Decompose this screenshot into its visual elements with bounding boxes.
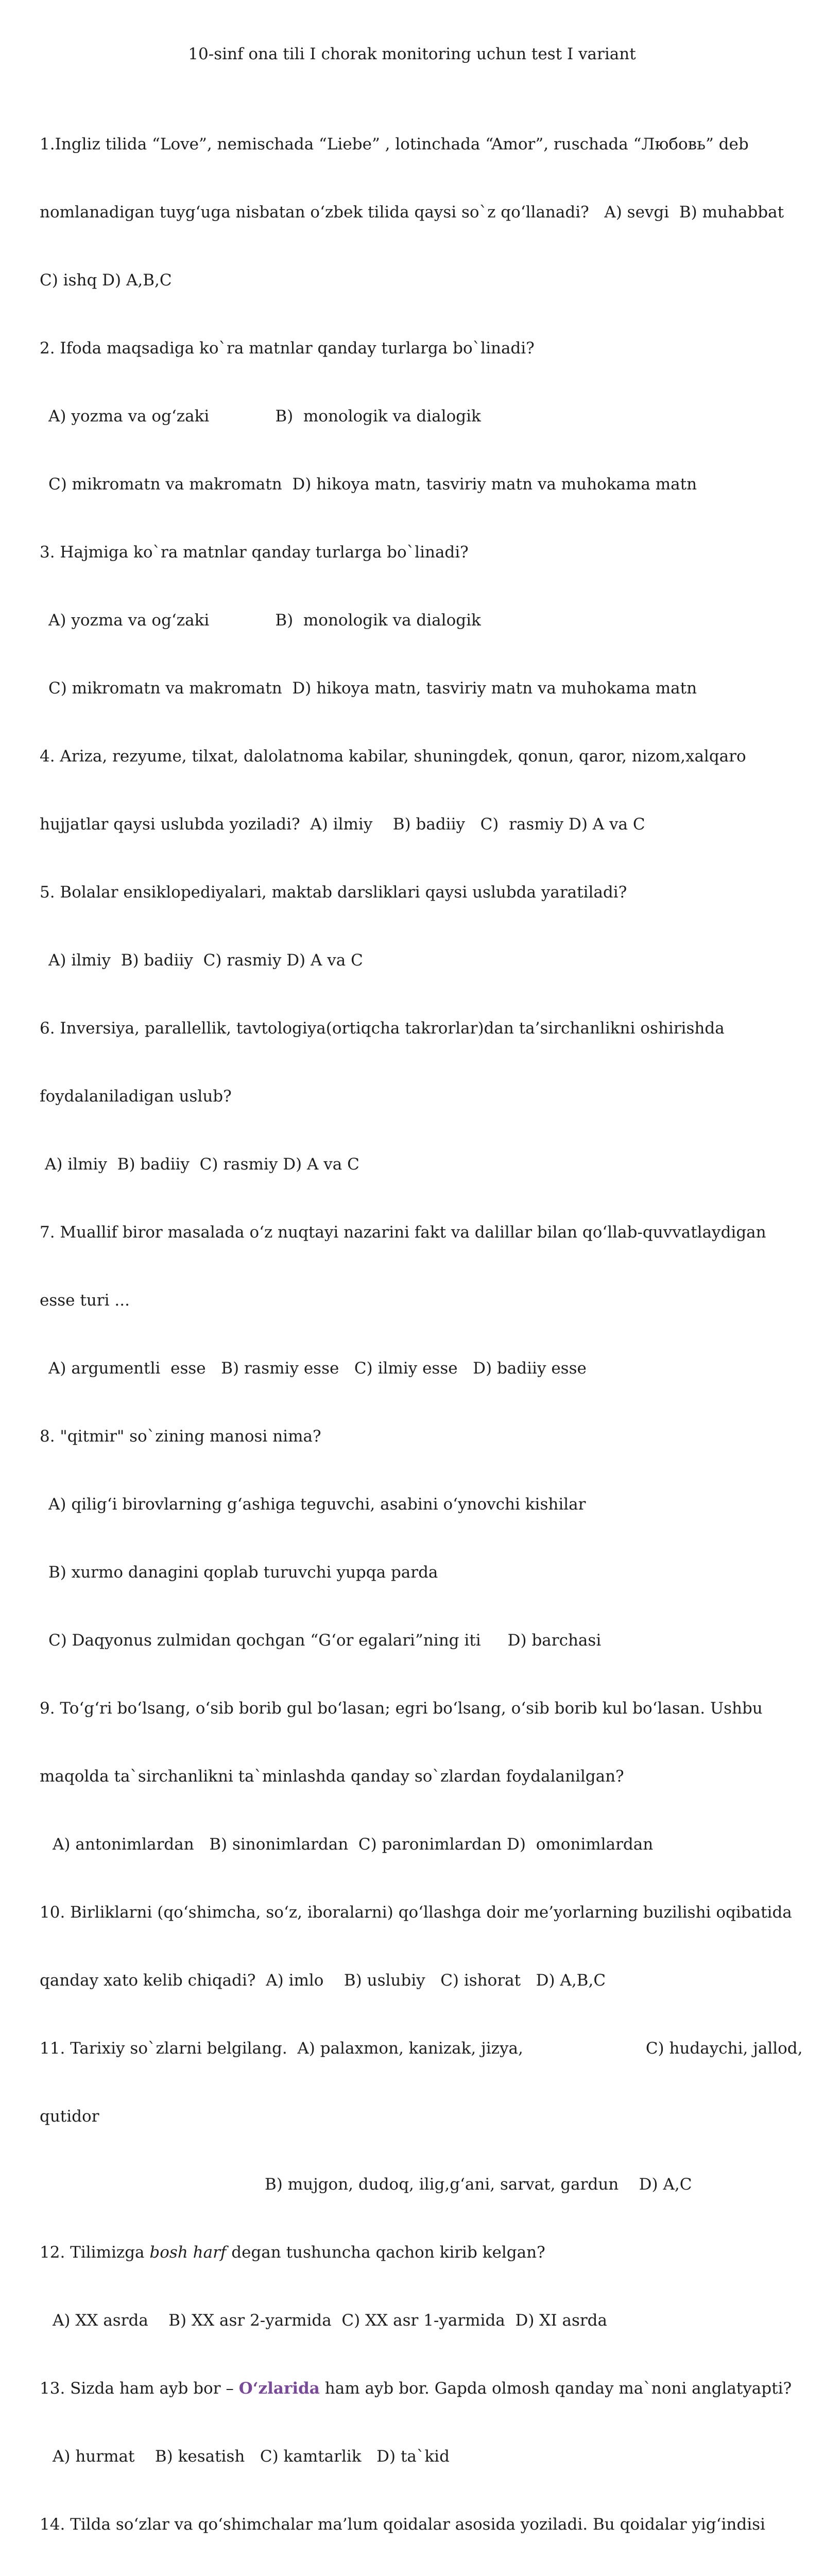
question-12-text [40, 2241, 802, 2264]
question-12-options: A) XX asrda B) XX asr 2-yarmida C) XX asr 1-yarmida D) XI asrda [53, 2311, 608, 2330]
test-body [40, 88, 802, 2576]
option-b: B) monologik va dialogik [275, 611, 481, 630]
question-3-options-cd: C) mikromatn va makromatn D) hikoya matn, tasviriy matn va muhokama matn [48, 679, 697, 698]
question-2-text: 2. Ifoda maqsadiga ko`ra matnlar qanday turlarga bo`linadi? [40, 339, 535, 358]
question-5-text: 5. Bolalar ensiklopediyalari, maktab darsliklari qaysi uslubda yaratiladi? [40, 883, 627, 902]
question-6-line-2: foydalaniladigan uslub? [40, 1087, 232, 1106]
question-11-line-1 [40, 2037, 802, 2060]
option-a: A) yozma va og‘zaki [48, 611, 210, 630]
question-2-options-ab [40, 405, 802, 428]
question-13-options: A) hurmat B) kesatish C) kamtarlik D) ta`kid [53, 2447, 450, 2466]
question-9-line-2: maqolda ta`sirchanlikni ta`minlashda qanday so`zlardan foydalanilgan? [40, 1767, 624, 1786]
question-7-line-2: esse turi ... [40, 1291, 130, 1310]
question-8-option-a: A) qilig‘i birovlarning g‘ashiga teguvchi, asabini o‘ynovchi kishilar [48, 1495, 586, 1514]
question-10-line-2: qanday xato kelib chiqadi? A) imlo B) uslubiy C) ishorat D) A,B,C [40, 1971, 606, 1990]
question-1-line-2: nomlanadigan tuyg‘uga nisbatan o‘zbek tilida qaysi so`z qo‘llanadi? A) sevgi B) muhabbat [40, 203, 784, 222]
option-c: C) hudaychi, jallod, [645, 2039, 803, 2058]
question-8-options-cd [40, 1629, 802, 1652]
question-13-text [40, 2377, 802, 2400]
question-7-options: A) argumentli esse B) rasmiy esse C) ilmiy esse D) badiiy esse [48, 1359, 587, 1378]
option-a: A) yozma va og‘zaki [48, 407, 210, 426]
page-title: 10-sinf ona tili I chorak monitoring uchun test I variant [188, 45, 636, 63]
question-7-line-1: 7. Muallif biror masalada o‘z nuqtayi nazarini fakt va dalillar bilan qo‘llab-quvvatlaydigan [40, 1223, 766, 1242]
question-12-suffix: degan tushuncha qachon kirib kelgan? [226, 2243, 545, 2262]
question-4-line-2: hujjatlar qaysi uslubda yoziladi? A) ilmiy B) badiiy C) rasmiy D) A va C [40, 815, 645, 834]
question-13-prefix: 13. Sizda ham ayb bor – [40, 2379, 239, 2398]
question-6-line-1: 6. Inversiya, parallellik, tavtologiya(ortiqcha takrorlar)dan ta’sirchanlikni oshirishda [40, 1019, 725, 1038]
option-c: C) Daqyonus zulmidan qochgan “G‘or egalari”ning iti [48, 1631, 481, 1650]
question-1-options: C) ishq D) A,B,C [40, 271, 172, 290]
question-14-line-1: 14. Tilda so‘zlar va qo‘shimchalar ma’lum qoidalar asosida yoziladi. Bu qoidalar yig‘indisi [40, 2515, 765, 2534]
question-3-options-ab [40, 609, 802, 632]
question-3-text: 3. Hajmiga ko`ra matnlar qanday turlarga bo`linadi? [40, 543, 469, 562]
question-12-term: bosh harf [149, 2243, 227, 2262]
question-9-options: A) antonimlardan B) sinonimlardan C) paronimlardan D) omonimlardan [53, 1835, 654, 1854]
question-11-line-2: qutidor [40, 2107, 99, 2126]
question-13-highlight: O‘zlarida [238, 2379, 320, 2398]
question-5-options: A) ilmiy B) badiiy C) rasmiy D) A va C [48, 951, 363, 970]
question-1-line-1: 1.Ingliz tilida “Love”, nemischada “Liebe” , lotinchada “Amor”, ruschada “Любовь” deb [40, 135, 749, 154]
question-9-line-1: 9. To‘g‘ri bo‘lsang, o‘sib borib gul bo‘lasan; egri bo‘lsang, o‘sib borib kul bo‘lasan. Ushbu [40, 1699, 763, 1718]
question-8-text: 8. "qitmir" so`zining manosi nima? [40, 1427, 321, 1446]
question-2-options-cd: C) mikromatn va makromatn D) hikoya matn, tasviriy matn va muhokama matn [48, 475, 697, 494]
question-11-text: 11. Tarixiy so`zlarni belgilang. A) palaxmon, kanizak, jizya, [40, 2039, 523, 2058]
option-d: D) barchasi [507, 1631, 602, 1650]
question-10-line-1: 10. Birliklarni (qo‘shimcha, so‘z, iboralarni) qo‘llashga doir me’yorlarning buzilishi oqibatida [40, 1903, 792, 1922]
option-b: B) monologik va dialogik [275, 407, 481, 426]
question-13-suffix: ham ayb bor. Gapda olmosh qanday ma`noni anglatyapti? [319, 2379, 792, 2398]
question-11-line-3: B) mujgon, dudoq, ilig,g‘ani, sarvat, gardun D) A,C [265, 2175, 692, 2194]
question-6-options: A) ilmiy B) badiiy C) rasmiy D) A va C [45, 1155, 359, 1174]
question-4-line-1: 4. Ariza, rezyume, tilxat, dalolatnoma kabilar, shuningdek, qonun, qaror, nizom,xalqaro [40, 747, 746, 766]
question-12-prefix: 12. Tilimizga [40, 2243, 150, 2262]
question-8-option-b: B) xurmo danagini qoplab turuvchi yupqa parda [48, 1563, 438, 1582]
